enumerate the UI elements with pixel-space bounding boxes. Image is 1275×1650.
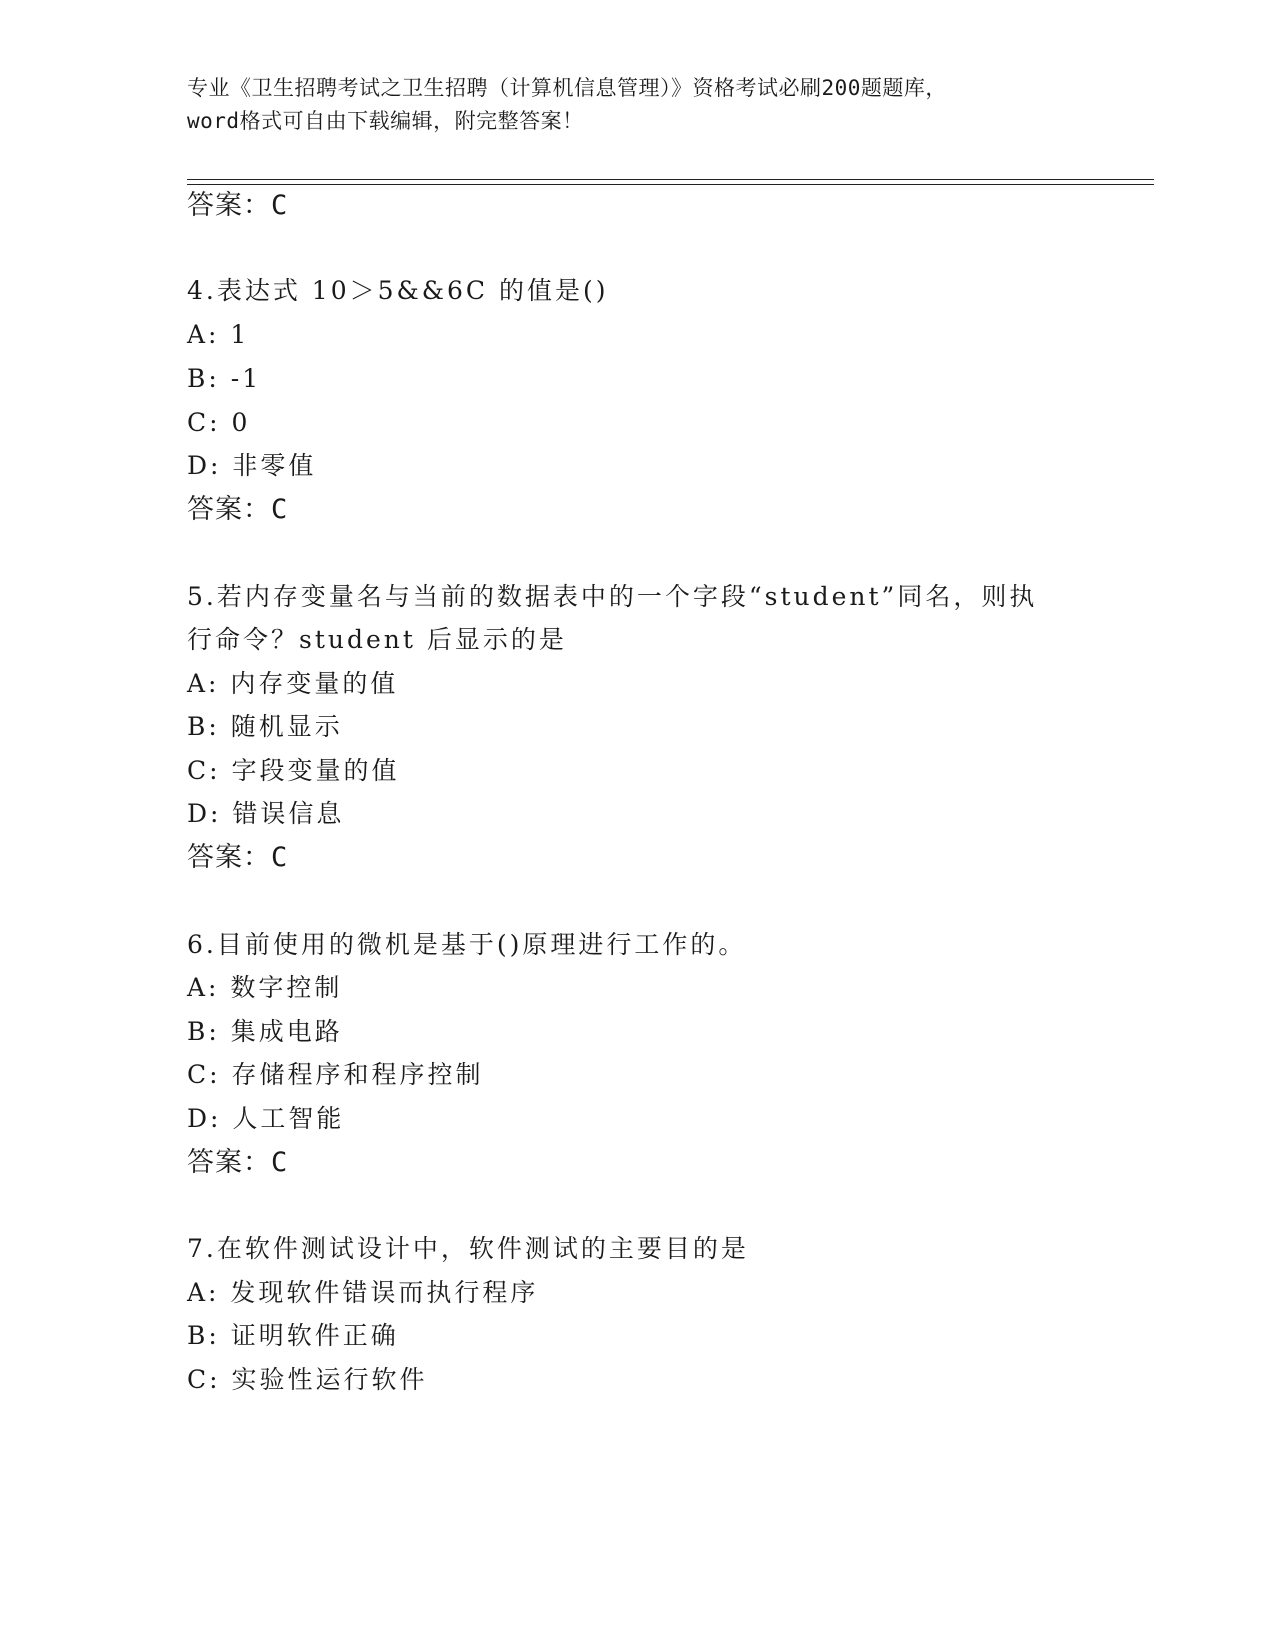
question-4-answer: 答案：C [187,494,289,525]
question-5-stem-line-2: 行命令？student 后显示的是 [187,625,567,654]
question-5-answer: 答案：C [187,842,289,873]
question-6-stem: 6.目前使用的微机是基于()原理进行工作的。 [187,930,747,959]
question-4-option-d: D: 非零值 [187,451,317,480]
question-5-option-d: D: 错误信息 [187,799,345,828]
question-5-option-c: C: 字段变量的值 [187,756,400,785]
answer-line: 答案：C [187,190,289,221]
question-7-option-c: C: 实验性运行软件 [187,1365,428,1394]
question-7-option-b: B: 证明软件正确 [187,1321,399,1350]
question-7-stem: 7.在软件测试设计中，软件测试的主要目的是 [187,1234,749,1263]
header-divider-top [187,179,1154,180]
question-6-option-a: A: 数字控制 [187,973,343,1002]
question-5-stem-line-1: 5.若内存变量名与当前的数据表中的一个字段“student”同名，则执 [187,582,1038,611]
header-divider-bottom [187,184,1154,185]
question-5-option-b: B: 随机显示 [187,712,343,741]
header-line-1: 专业《卫生招聘考试之卫生招聘（计算机信息管理）》资格考试必刷200题题库， [187,76,947,100]
document-header [187,72,1087,138]
header-line-2: word格式可自由下载编辑，附完整答案！ [187,109,584,133]
question-4-option-a: A: 1 [187,320,250,349]
question-7-option-a: A: 发现软件错误而执行程序 [187,1278,539,1307]
question-4-option-b: B: -1 [187,364,262,393]
question-6-option-c: C: 存储程序和程序控制 [187,1060,484,1089]
question-6-answer: 答案：C [187,1147,289,1178]
question-5-option-a: A: 内存变量的值 [187,669,399,698]
question-4-option-c: C: 0 [187,408,251,437]
question-6-option-b: B: 集成电路 [187,1017,343,1046]
question-6-option-d: D: 人工智能 [187,1104,345,1133]
question-4-stem: 4.表达式 10＞5&&6C 的值是() [187,276,609,305]
